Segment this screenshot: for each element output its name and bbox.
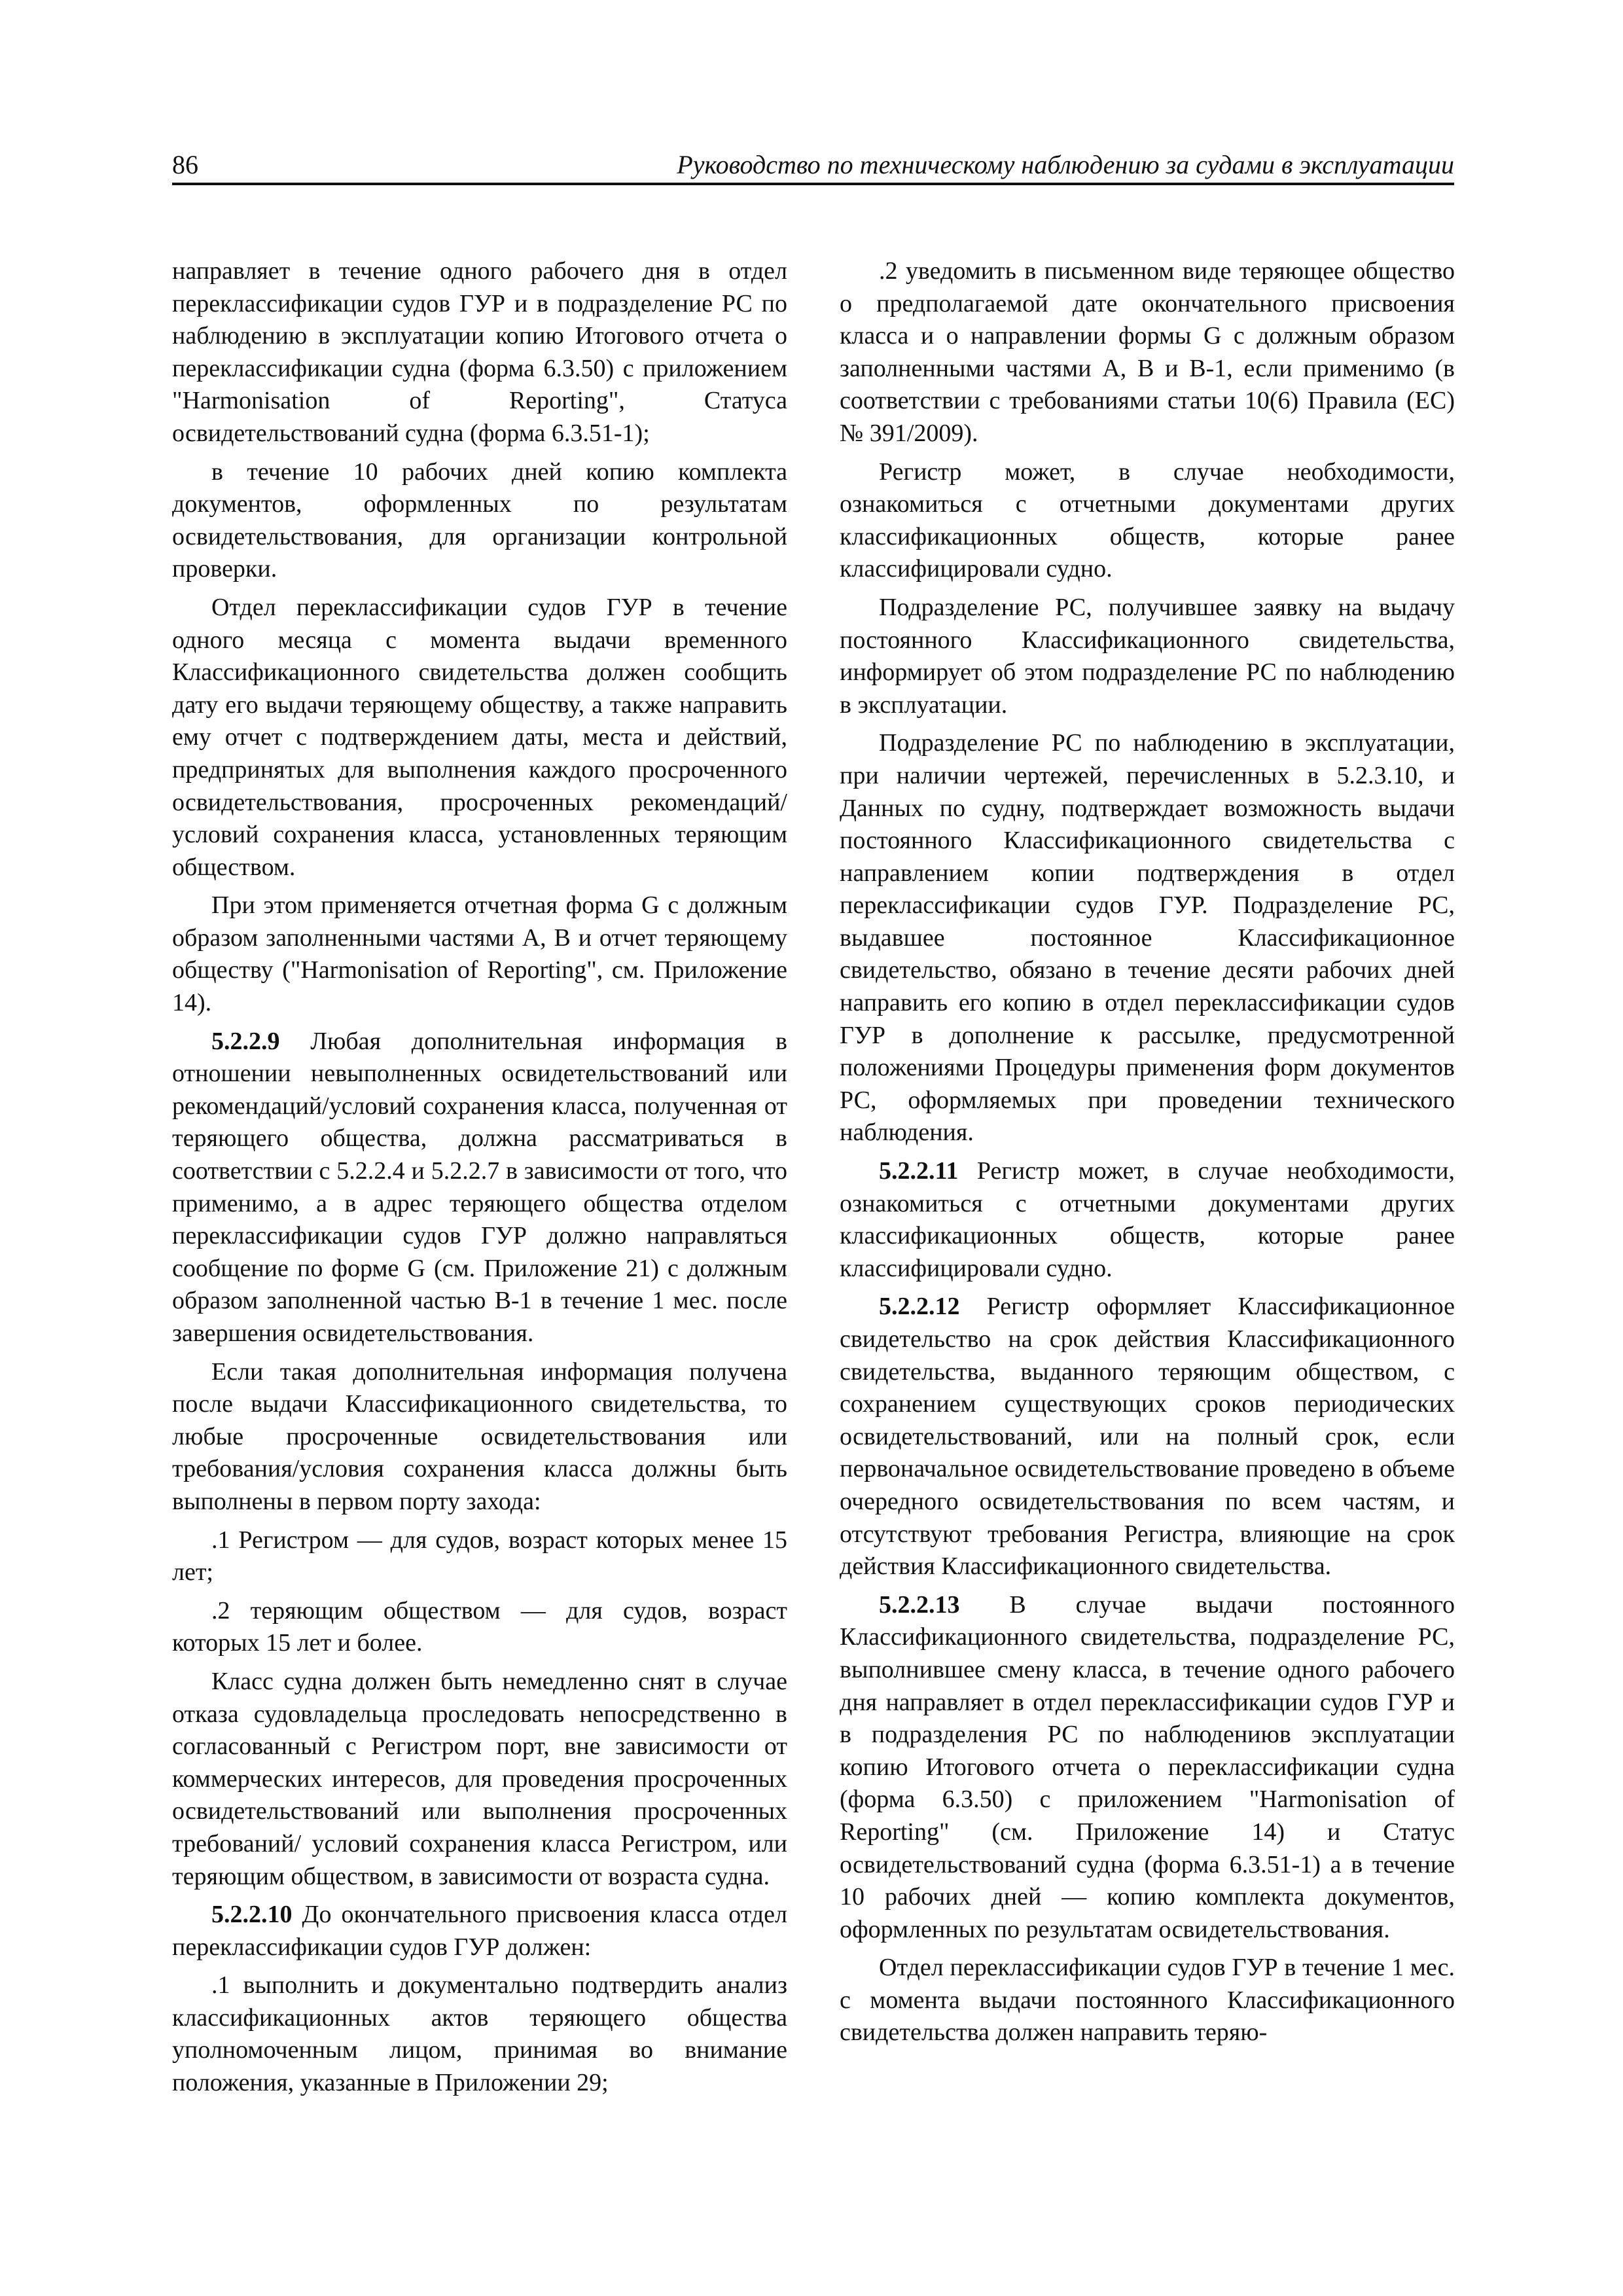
page-number: 86 [172, 150, 198, 179]
list-item: .2 теряющим обществом — для судов, возраст которых 15 лет и более. [172, 1596, 787, 1657]
paragraph [840, 1291, 1455, 1583]
section-number: 5.2.2.12 [879, 1293, 960, 1321]
paragraph-text: Любая дополнительная информация в отношении невыполненных освидетельствований или рекомендаций/условий сохранения класса, полученная от теряющего общества, должна рассматриваться в соответствии с 5.2.2.4 и 5.2.2.7 в зависимости от того, что применимо, а в адрес теряющего общества отделом переклассификации судов ГУР должно направляться сообщение по форме G (см. Приложение 21) с должным образом заполненной частью B-1 в течение 1 мес. после завершения освидетельствования. [172, 1027, 787, 1347]
paragraph: Отдел переклассификации судов ГУР в течение одного месяца с момента выдачи временного Классификационного свидетельства должен сообщить дату его выдачи теряющему обществу, а также направить ему отчет с подтверждением даты, места и действий, предпринятых для выполнения каждого просроченного освидетельствования, просроченных рекомендаций/условий сохранения класса, установленных теряющим обществом. [172, 593, 787, 881]
paragraph: Подразделение РС, получившее заявку на выдачу постоянного Классификационного свидетельства, информирует об этом подразделение РС по наблюдению в эксплуатации. [840, 593, 1455, 719]
left-column [172, 255, 787, 2106]
paragraph: При этом применяется отчетная форма G с должным образом заполненными частями A, B и отчет теряющему обществу ("Harmonisation of Reporting", см. Приложение 14). [172, 891, 787, 1017]
section-number: 5.2.2.13 [879, 1590, 960, 1619]
paragraph [840, 1155, 1455, 1285]
running-title: Руководство по техническому наблюдению за судами в эксплуатации [677, 150, 1454, 179]
section-number: 5.2.2.11 [879, 1157, 959, 1185]
paragraph: Если такая дополнительная информация получена после выдачи Классификационного свидетельства, то любые просроченные освидетельствования или требования/условия сохранения класса должны быть выполнены в первом порту захода: [172, 1357, 787, 1515]
paragraph: Класс судна должен быть немедленно снят в случае отказа судовладельца проследовать непосредственно в согласованный с Регистром порт, вне зависимости от коммерческих интересов, для проведения просроченных освидетельствований или выполнения просроченных требований/ условий сохранения класса Регистром, или теряющим обществом, в зависимости от возраста судна. [172, 1667, 787, 1890]
section-number: 5.2.2.9 [211, 1027, 280, 1055]
list-item: .1 выполнить и документально подтвердить анализ классификационных актов теряющего общества уполномоченным лицом, принимая во внимание положения, указанные в Приложении 29; [172, 1971, 787, 2097]
right-column [840, 255, 1455, 2055]
paragraph [172, 1899, 787, 1964]
paragraph: Отдел переклассификации судов ГУР в течение 1 мес. с момента выдачи постоянного Классификационного свидетельства должен направить теряю- [840, 1954, 1455, 2047]
list-item: .1 Регистром — для судов, возраст которых менее 15 лет; [172, 1526, 787, 1587]
paragraph: в течение 10 рабочих дней копию комплекта документов, оформленных по результатам освидетельствования, для организации контрольной проверки. [172, 457, 787, 583]
paragraph: Регистр может, в случае необходимости, ознакомиться с отчетными документами других классификационных обществ, которые ранее классифицировали судно. [840, 457, 1455, 583]
paragraph [840, 1589, 1455, 1946]
paragraph-text: Регистр оформляет Классификационное свидетельство на срок действия Классификационного свидетельства, выданного теряющим обществом, с сохранением существующих сроков периодических освидетельствований, или на полный срок, если первоначальное освидетельствование проведено в объеме очередного освидетельствования по всем частям, и отсутствуют требования Регистра, влияющие на срок действия Классификационного свидетельства. [840, 1293, 1455, 1581]
page-header [172, 147, 1454, 185]
paragraph [172, 1026, 787, 1350]
paragraph: Подразделение РС по наблюдению в эксплуатации, при наличии чертежей, перечисленных в 5.2.3.10, и Данных по судну, подтверждает возможность выдачи постоянного Классификационного свидетельства с направлением копии подтверждения в отдел переклассификации судов ГУР. Подразделение РС, выдавшее постоянное Классификационное свидетельство, обязано в течение десяти рабочих дней направить его копию в отдел переклассификации судов ГУР в дополнение к рассылке, предусмотренной положениями Процедуры применения форм документов РС, оформляемых при проведении технического наблюдения. [840, 729, 1455, 1147]
paragraph: направляет в течение одного рабочего дня в отдел переклассификации судов ГУР и в подразделение РС по наблюдению в эксплуатации копию Итогового отчета о переклассификации судна (форма 6.3.50) с приложением "Harmonisation of Reporting", Статуса освидетельствований судна (форма 6.3.51-1); [172, 257, 787, 447]
paragraph-text: В случае выдачи постоянного Классификационного свидетельства, подразделение РС, выполнившее смену класса, в течение одного рабочего дня направляет в отдел переклассификации судов ГУР и в подразделения РС по наблюдениюв эксплуатации копию Итогового отчета о переклассификации судна (форма 6.3.50) с приложением "Harmonisation of Reporting" (см. Приложение 14) и Статус освидетельствований судна (форма 6.3.51-1) а в течение 10 рабочих дней — копию комплекта документов, оформленных по результатам освидетельствования. [840, 1590, 1455, 1943]
paragraph-text: Регистр может, в случае необходимости, ознакомиться с отчетными документами других классификационных обществ, которые ранее классифицировали судно. [840, 1157, 1455, 1282]
list-item: .2 уведомить в письменном виде теряющее общество о предполагаемой дате окончательного присвоения класса и о направлении формы G с должным образом заполненными частями A, B и B-1, если применимо (в соответствии с требованиями статьи 10(6) Правила (ЕС) № 391/2009). [840, 257, 1455, 447]
paragraph-text: До окончательного присвоения класса отдел переклассификации судов ГУР должен: [172, 1901, 787, 1961]
section-number: 5.2.2.10 [211, 1901, 293, 1929]
